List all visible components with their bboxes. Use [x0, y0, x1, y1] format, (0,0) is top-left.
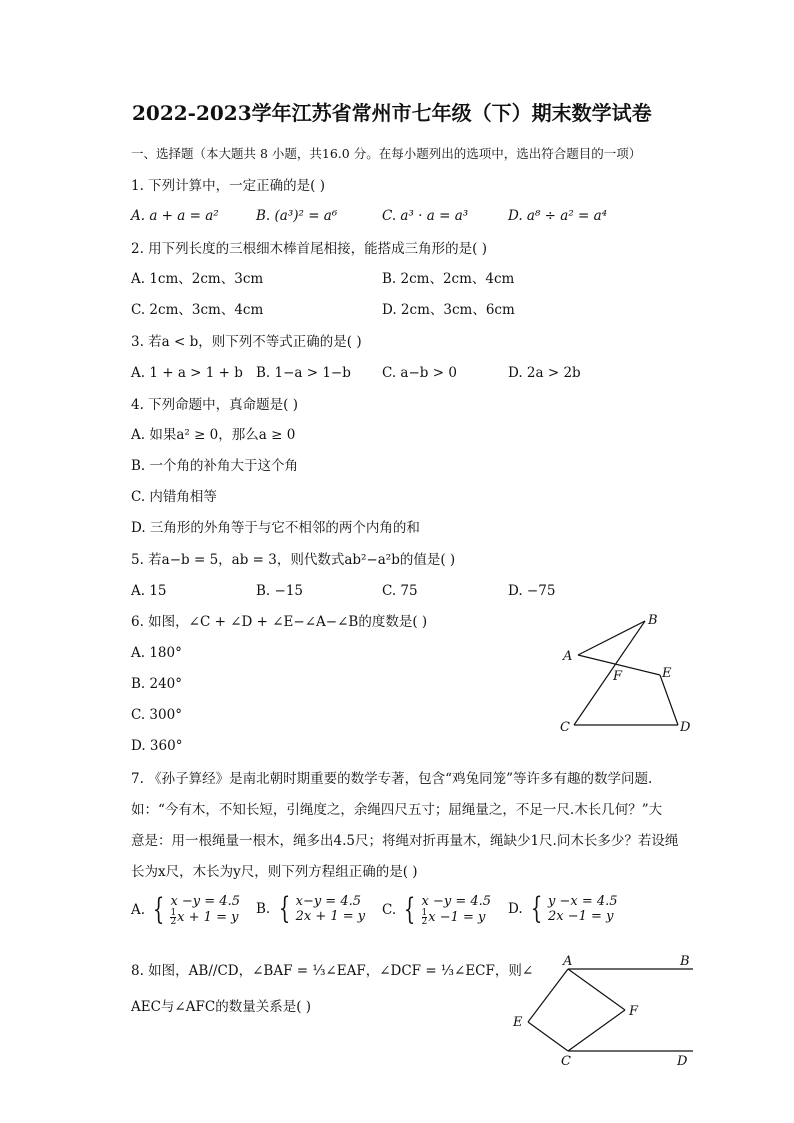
- question-4-option-d[interactable]: D. 三角形的外角等于与它不相邻的两个内角的和: [131, 520, 420, 536]
- question-7-option-c[interactable]: [382, 894, 491, 926]
- segment-ec: [528, 1022, 568, 1051]
- question-4-option-a[interactable]: A. 如果a² ≥ 0，那么a ≥ 0: [131, 427, 296, 443]
- question-7-option-a[interactable]: [131, 894, 240, 926]
- brace-icon: {: [530, 891, 543, 926]
- point-label-d: D: [680, 720, 691, 735]
- option-letter: D.: [508, 901, 523, 917]
- point-label-c: C: [560, 720, 570, 735]
- question-7-line-3: 意是：用一根绳量一根木，绳多出4.5尺；将绳对折再量木，绳缺少1尺.问木长多少？若设绳: [131, 833, 679, 849]
- segment-ae: [528, 969, 568, 1022]
- question-2-option-b[interactable]: B. 2cm、2cm、4cm: [382, 271, 515, 287]
- question-2-option-d[interactable]: D. 2cm、3cm、6cm: [382, 302, 515, 318]
- equation-row: y −x = 4.5: [548, 894, 618, 909]
- brace-icon: {: [278, 891, 290, 926]
- question-6-option-d[interactable]: D. 360°: [131, 738, 183, 754]
- point-label-c: C: [561, 1054, 571, 1069]
- segment-fc: [568, 1010, 625, 1051]
- equation-row: x + 1 = y: [177, 910, 239, 925]
- question-8-figure: [505, 950, 705, 1075]
- question-5-option-c[interactable]: C. 75: [382, 583, 418, 599]
- equation-row: 2x + 1 = y: [295, 909, 366, 924]
- question-3-stem: 3. 若a < b，则下列不等式正确的是( ): [131, 334, 362, 350]
- point-label-e: E: [662, 666, 672, 681]
- equation-row: 2x −1 = y: [548, 909, 614, 924]
- brace-icon: {: [404, 892, 416, 927]
- question-4-stem: 4. 下列命题中，真命题是( ): [131, 397, 298, 413]
- segment-af: [568, 969, 625, 1010]
- option-letter: A.: [131, 902, 146, 918]
- question-6-option-c[interactable]: C. 300°: [131, 707, 182, 723]
- option-letter: B.: [256, 901, 271, 917]
- question-1-option-c[interactable]: C. a³ · a = a³: [382, 208, 469, 224]
- fraction: $\frac{1}{2}$: [421, 908, 428, 927]
- page-title: 2022-2023学年江苏省常州市七年级（下）期末数学试卷: [132, 101, 652, 125]
- question-1-option-d[interactable]: D. a⁸ ÷ a² = a⁴: [508, 208, 608, 224]
- question-2-option-a[interactable]: A. 1cm、2cm、3cm: [131, 271, 264, 287]
- point-label-f: F: [613, 669, 623, 684]
- equation-row: x −y = 4.5: [170, 894, 240, 909]
- question-3-option-c[interactable]: C. a−b > 0: [382, 365, 457, 381]
- fraction: $\frac{1}{2}$: [170, 908, 177, 927]
- question-2-option-c[interactable]: C. 2cm、3cm、4cm: [131, 302, 264, 318]
- point-label-a: A: [563, 954, 573, 969]
- question-4-option-b[interactable]: B. 一个角的补角大于这个角: [131, 458, 299, 474]
- question-5-option-b[interactable]: B. −15: [256, 583, 303, 599]
- segment-bc: [574, 621, 645, 725]
- equation-row: x −y = 4.5: [421, 894, 492, 909]
- equation-row: x−y = 4.5: [295, 894, 362, 909]
- question-8-line-2: AEC与∠AFC的数量关系是( ): [131, 999, 312, 1015]
- segment-de: [660, 675, 678, 725]
- question-4-option-c[interactable]: C. 内错角相等: [131, 489, 217, 505]
- question-2-stem: 2. 用下列长度的三根细木棒首尾相接，能搭成三角形的是( ): [131, 241, 487, 257]
- point-label-e: E: [513, 1015, 523, 1030]
- question-7-line-1: 7. 《孙子算经》是南北朝时期重要的数学专著，包含“鸡兔同笼”等许多有趣的数学问题.: [131, 771, 653, 787]
- question-1-stem: 1. 下列计算中，一定正确的是( ): [131, 178, 325, 194]
- point-label-b: B: [680, 954, 690, 969]
- point-label-a: A: [563, 649, 573, 664]
- question-1-option-b[interactable]: B. (a³)² = a⁶: [256, 208, 338, 224]
- segment-ab: [578, 621, 645, 655]
- question-5-stem: 5. 若a−b = 5，ab = 3，则代数式ab²−a²b的值是( ): [131, 552, 456, 568]
- point-label-b: B: [648, 613, 658, 628]
- question-6-option-a[interactable]: A. 180°: [131, 645, 182, 661]
- question-7-option-b[interactable]: [256, 891, 366, 926]
- question-6-stem: 6. 如图，∠C + ∠D + ∠E−∠A−∠B的度数是( ): [131, 614, 428, 630]
- question-7-line-4: 长为x尺，木长为y尺，则下列方程组正确的是( ): [131, 864, 418, 880]
- question-7-line-2: 如：“今有木，不知长短，引绳度之，余绳四尺五寸；屈绳量之，不足一尺.木长几何？”大: [131, 802, 663, 818]
- brace-icon: {: [153, 892, 165, 927]
- question-6-figure: [550, 605, 700, 740]
- point-label-d: D: [677, 1054, 688, 1069]
- question-7-option-d[interactable]: [508, 891, 618, 926]
- question-5-option-a[interactable]: A. 15: [131, 583, 167, 599]
- question-3-option-b[interactable]: B. 1−a > 1−b: [256, 365, 351, 381]
- option-letter: C.: [382, 902, 397, 918]
- question-1-option-a[interactable]: A. a + a = a²: [131, 208, 219, 224]
- question-6-option-b[interactable]: B. 240°: [131, 676, 183, 692]
- point-label-f: F: [629, 1004, 639, 1019]
- equation-row: x −1 = y: [428, 910, 486, 925]
- question-8-line-1: 8. 如图，AB//CD，∠BAF = ⅓∠EAF，∠DCF = ⅓∠ECF，则∠: [131, 963, 534, 979]
- question-5-option-d[interactable]: D. −75: [508, 583, 556, 599]
- section-heading: 一、选择题（本大题共 8 小题，共16.0 分。在每小题列出的选项中，选出符合题目的一项）: [131, 146, 642, 161]
- question-3-option-d[interactable]: D. 2a > 2b: [508, 365, 581, 381]
- question-3-option-a[interactable]: A. 1 + a > 1 + b: [131, 365, 243, 381]
